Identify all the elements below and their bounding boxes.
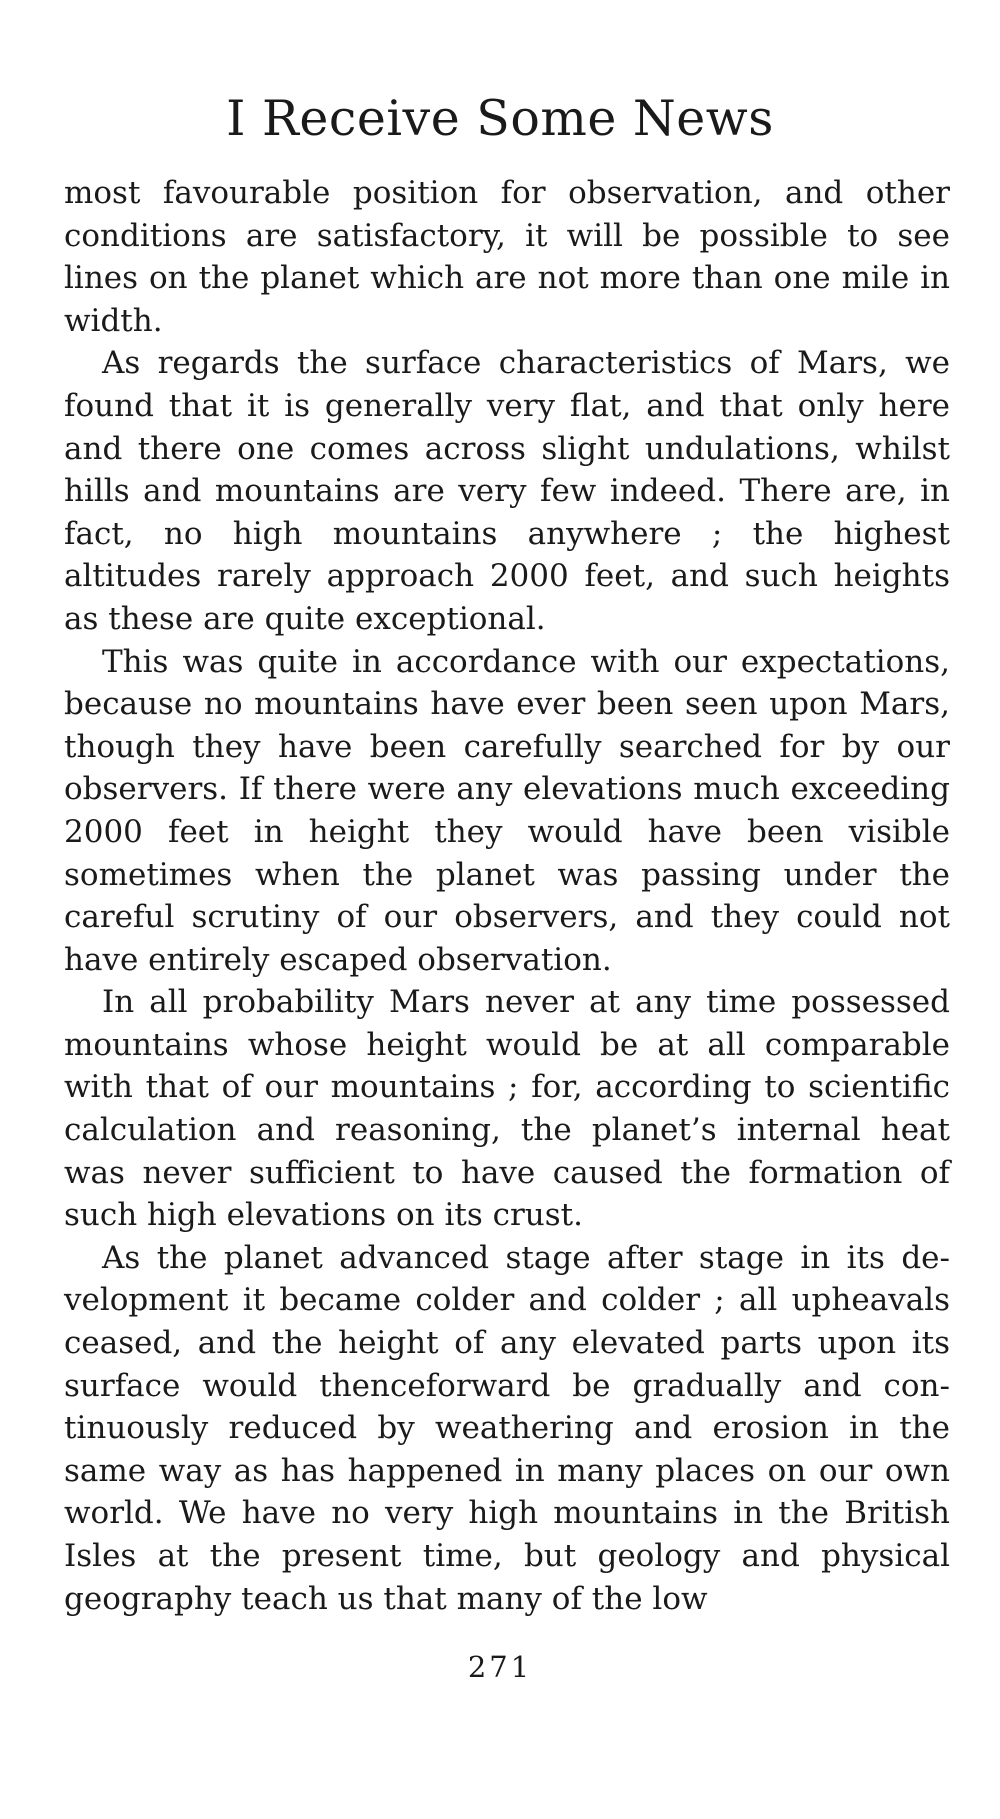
- paragraph-continuation: most favourable position for observation, and other conditions are satisfactory, it will be possible to see lines on the planet which are not more than one mile in width.: [64, 175, 950, 339]
- paragraph-surface-characteristics: As regards the surface characteristics of Mars, we found that it is generally very flat, and that only here and there one comes across slight undulations, whilst hills and mountains are very few indeed. There are, in fact, no high mountains anywhere ; the highest altitudes rarely approach 2000 feet, and such heights as these are quite exceptional.: [64, 345, 950, 637]
- running-head: I Receive Some News: [226, 90, 774, 147]
- paragraph-development: As the planet advanced stage after stage in its development it became colder and colder ; all upheavals ceased, and the height of any elevated parts upon its surface would thenceforward be gradually and continuously reduced by weathering and erosion in the same way as has happened in many places on our own world. We have no very high mountains in the British Isles at the present time, but geology and physical geography teach us that many of the low: [64, 1239, 950, 1617]
- paragraph-mountains-comparison: In all probability Mars never at any time possessed mountains whose height would be at all comparable with that of our mountains ; for, according to scientific calculation and reasoning, the planet’s internal heat was never sufficient to have caused the formation of such high elevations on its crust.: [64, 984, 950, 1234]
- body-text: [64, 172, 950, 1620]
- page-number: 271: [467, 1650, 533, 1684]
- paragraph-expectations: This was quite in accordance with our expectations, because no mountains have ever been seen upon Mars, though they have been carefully searched for by our observers. If there were any elevations much exceeding 2000 feet in height they would have been visible sometimes when the planet was passing under the careful scrutiny of our observers, and they could not have entirely escaped observation.: [64, 643, 950, 978]
